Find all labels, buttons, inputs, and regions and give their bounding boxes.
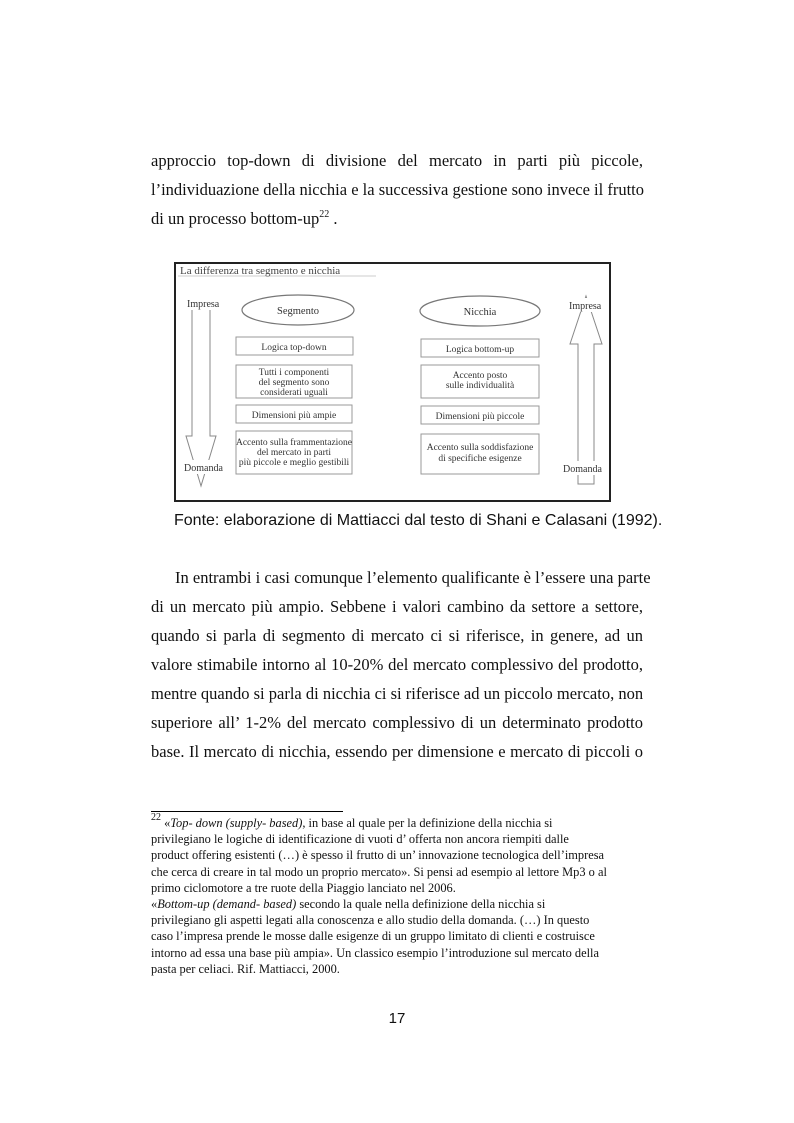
right-arrow-bottom-label: Domanda: [563, 464, 602, 475]
text-line: In entrambi i casi comunque l’elemento qualificante è l’essere una parte: [175, 568, 651, 587]
footnote-line: caso l’impresa prende le mosse dalle esigenze di un gruppo limitato di clienti e costruisce: [151, 929, 595, 944]
footnote-line: product offering esistenti (…) è spesso il frutto di un’ innovazione tecnologica dell’impresa: [151, 848, 605, 863]
footnote: [151, 812, 651, 977]
text-line: di un mercato più ampio. Sebbene i valori cambino da settore a settore,: [151, 597, 643, 616]
text-line: approccio top-down di divisione del mercato in parti più piccole,: [151, 151, 643, 170]
left-arrow-bottom-label: Domanda: [184, 463, 223, 474]
footnote-number: 22: [151, 812, 161, 823]
segment-box-text: del mercato in parti: [256, 448, 332, 458]
niche-box-text: Accento sulla soddisfazione: [426, 443, 534, 453]
page-number: 17: [388, 1010, 406, 1027]
niche-box-text: Dimensioni più piccole: [435, 412, 525, 422]
intro-paragraph: [151, 146, 643, 233]
down-arrow-icon: [186, 300, 216, 486]
niche-label: Nicchia: [463, 307, 497, 318]
text-line: mentre quando si parla di nicchia ci si riferisce ad un piccolo mercato, non: [151, 684, 644, 703]
segment-box-text: Dimensioni più ampie: [251, 411, 337, 421]
niche-box-text: Logica bottom-up: [445, 345, 515, 355]
figure-title: La differenza tra segmento e nicchia: [180, 265, 341, 277]
right-arrow-top-label: Impresa: [569, 301, 602, 312]
footnote-line: $^{22}$ «Top- down (supply- based), in base al quale per la definizione della nicchia si: [151, 812, 553, 830]
segment-box-text: Tutti i componenti: [258, 368, 330, 378]
footnote-ref[interactable]: 22: [319, 209, 330, 220]
niche-box-text: di specifiche esigenze: [438, 454, 522, 464]
up-arrow-icon: [570, 296, 602, 484]
text-line: base. Il mercato di nicchia, essendo per dimensione e mercato di piccoli o: [151, 742, 643, 761]
footnote-line: che cerca di creare in tal modo un proprio mercato». Si pensi ad esempio al lettore Mp3 o al: [151, 864, 607, 879]
segment-box-text: considerati uguali: [260, 388, 328, 398]
text-line: quando si parla di segmento di mercato ci si riferisce, in genere, ad un: [151, 626, 643, 645]
segment-niche-figure: [174, 262, 611, 502]
text-line: superiore all’ 1-2% del mercato complessivo di un determinato prodotto: [151, 713, 643, 732]
footnote-line: intorno ad essa una base più ampia». Un classico esempio l’introduzione sul mercato della: [151, 945, 599, 960]
figure-caption: Fonte: elaborazione di Mattiacci dal testo di Shani e Calasani (1992).: [174, 512, 663, 529]
text-line: di un processo bottom-$up^{22}$ .: [151, 209, 338, 228]
niche-box-text: sulle individualità: [445, 381, 515, 391]
footnote-line: privilegiano le logiche di identificazione di vuoti d’ offerta non ancora riempiti dalle: [151, 832, 569, 847]
segment-box-text: Logica top-down: [261, 343, 327, 353]
segment-box-text: del segmento sono: [258, 378, 330, 388]
figure-diagram: [176, 264, 613, 504]
segment-label: Segmento: [277, 306, 319, 317]
footnote-line: «Bottom-up (demand- based) secondo la quale nella definizione della nicchia si: [151, 897, 546, 912]
segment-box-text: più piccole e meglio gestibili: [238, 458, 350, 468]
footnote-line: primo ciclomotore a tre ruote della Piaggio lanciato nel 2006.: [151, 880, 456, 895]
footnote-line: privilegiano gli aspetti legati alla conoscenza e allo studio della domanda. (…) In questo: [151, 913, 590, 928]
body-paragraph: [151, 563, 651, 766]
text-line: valore stimabile intorno al 10-20% del mercato complessivo del prodotto,: [151, 655, 643, 674]
footnote-divider: [151, 811, 343, 812]
niche-box-text: Accento posto: [452, 371, 508, 381]
text-line: l’individuazione della nicchia e la successiva gestione sono invece il frutto: [151, 180, 645, 199]
segment-box-text: Accento sulla frammentazione: [235, 438, 353, 448]
footnote-line: pasta per celiaci. Rif. Mattiacci, 2000.: [151, 961, 340, 976]
left-arrow-top-label: Impresa: [187, 299, 220, 310]
